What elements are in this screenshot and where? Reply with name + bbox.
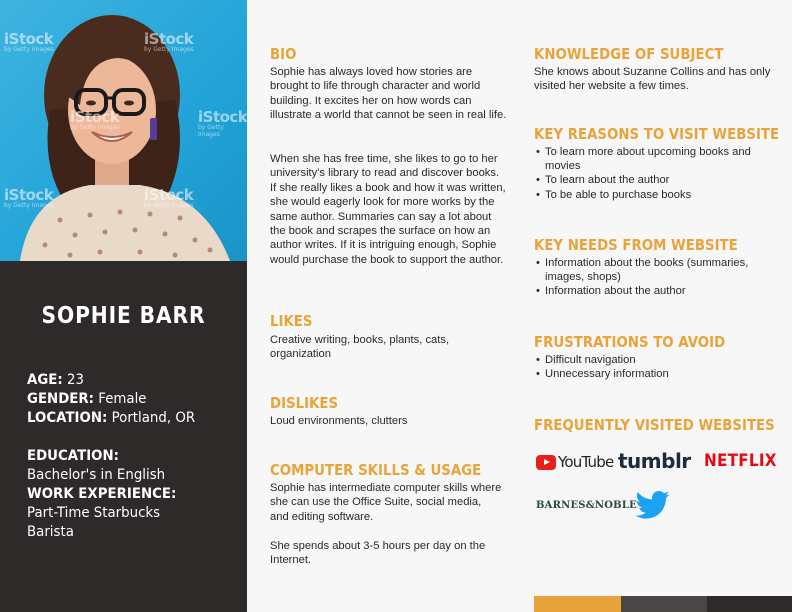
bio-paragraph-2: When she has free time, she likes to go to her university's library to read and discover books. If she really likes a book and how it was written, she would eagerly look for more works by the same author. Summaries can say a lot about the book and scrapes the surface on how an author writes. If it is intriguing enough, Sophie would purchase the book to support the author.: [270, 153, 506, 266]
websites-heading: FREQUENTLY VISITED WEBSITES: [534, 416, 775, 434]
background: [27, 447, 248, 542]
watermark-3: iStock by Getty Images: [70, 108, 120, 131]
youtube-play-icon: [536, 455, 556, 470]
accent-bar-gray: [621, 596, 707, 612]
barnes-and-noble-logo: BARNES&NOBLE: [536, 500, 637, 511]
list-item: • To learn more about upcoming books and movies: [534, 145, 779, 173]
list-item: • To learn about the author: [534, 173, 779, 187]
list-item: • Information about the author: [534, 284, 779, 298]
age-row: AGE: 23: [27, 372, 84, 388]
bio-paragraph-1: Sophie has always loved how stories are brought to life through character and world building. It excites her on how words can illustrate a world that cannot be seen in real life.: [270, 66, 507, 122]
persona-name: SOPHIE BARR: [41, 303, 206, 329]
watermark-2: iStock by Getty Images: [144, 30, 194, 53]
age-value: 23: [66, 372, 84, 388]
watermark-6: iStock by Getty Images: [144, 186, 194, 209]
education-label: EDUCATION:: [27, 448, 119, 464]
demographics: [27, 371, 248, 428]
persona-photo: [0, 0, 247, 261]
frustrations-list: [534, 353, 779, 381]
watermark-1: iStock by Getty Images: [4, 30, 54, 53]
youtube-logo: YouTube: [536, 453, 613, 471]
list-item: • To be able to purchase books: [534, 188, 779, 202]
frustrations-heading: FRUSTRATIONS TO AVOID: [534, 333, 726, 351]
reasons-heading: KEY REASONS TO VISIT WEBSITE: [534, 125, 780, 143]
computer-skills-paragraph-1: Sophie has intermediate computer skills where she can use the Office Suite, social media, and editing software.: [270, 482, 502, 523]
needs-heading: KEY NEEDS FROM WEBSITE: [534, 236, 738, 254]
persona-sidebar: [0, 0, 247, 612]
bio-heading: BIO: [270, 45, 297, 63]
knowledge-text: She knows about Suzanne Collins and has only visited her website a few times.: [534, 66, 771, 93]
work-label: WORK EXPERIENCE:: [27, 486, 177, 502]
dislikes-text: Loud environments, clutters: [270, 415, 408, 427]
education-value: Bachelor's in English: [27, 467, 166, 483]
watermark-5: iStock by Getty Images: [4, 186, 54, 209]
location-value: Portland, OR: [111, 410, 196, 426]
gender-value: Female: [98, 391, 147, 407]
computer-skills-heading: COMPUTER SKILLS & USAGE: [270, 461, 482, 479]
likes-heading: LIKES: [270, 312, 313, 330]
tumblr-logo: tumblr: [618, 449, 691, 473]
gender-row: GENDER: Female: [27, 391, 147, 407]
computer-skills-paragraph-2: She spends about 3-5 hours per day on the Internet.: [270, 540, 486, 567]
list-item: • Difficult navigation: [534, 353, 779, 367]
list-item: • Unnecessary information: [534, 367, 779, 381]
reasons-list: [534, 145, 779, 202]
dislikes-heading: DISLIKES: [270, 394, 339, 412]
work-value-line1: Part-Time Starbucks: [27, 505, 161, 521]
location-row: LOCATION: Portland, OR: [27, 410, 196, 426]
needs-list: [534, 256, 779, 299]
watermark-4: iStock by Getty Images: [198, 108, 247, 138]
accent-bar-gold: [534, 596, 621, 612]
netflix-logo: NETFLIX: [704, 451, 777, 470]
work-value-line2: Barista: [27, 524, 74, 540]
list-item: • Information about the books (summaries, images, shops): [534, 256, 779, 284]
knowledge-heading: KNOWLEDGE OF SUBJECT: [534, 45, 724, 63]
twitter-bird-icon: [636, 490, 670, 520]
likes-text: Creative writing, books, plants, cats, organization: [270, 334, 450, 361]
accent-bar-dark: [707, 596, 792, 612]
